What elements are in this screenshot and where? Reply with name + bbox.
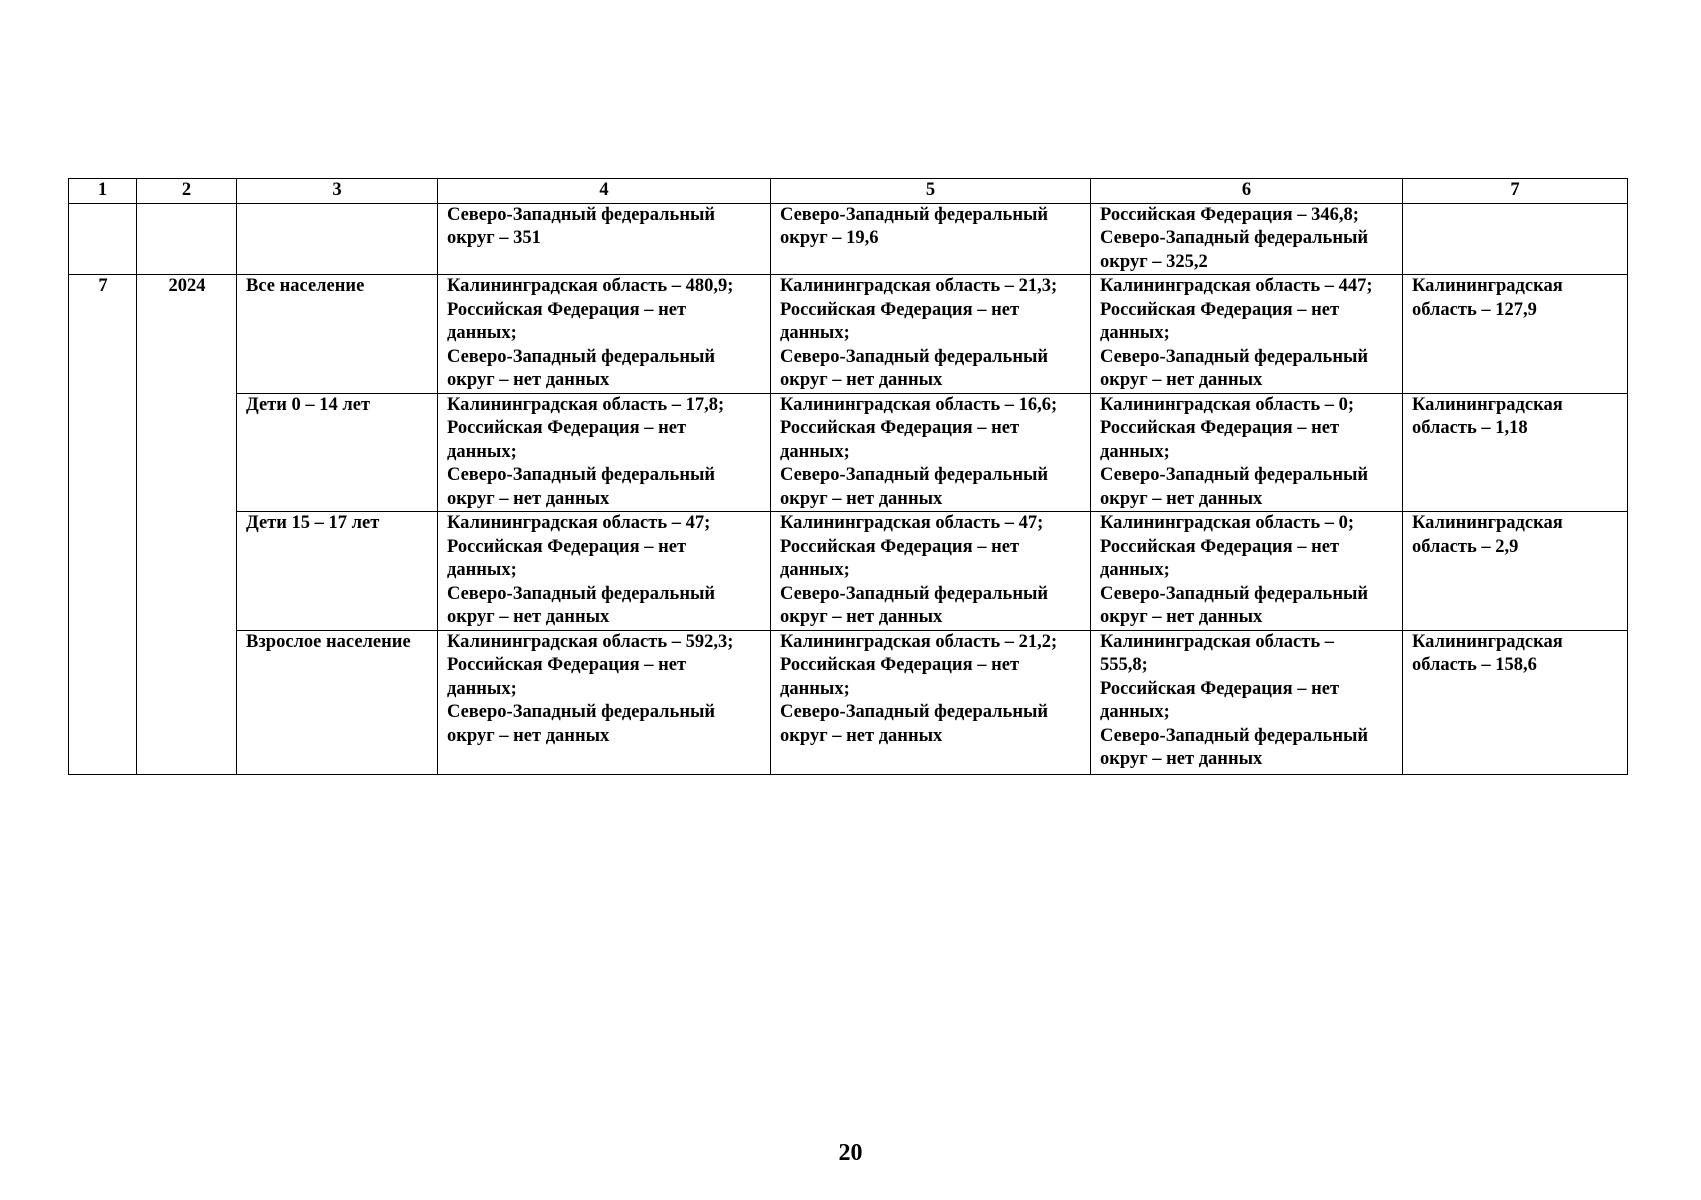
table-cell	[237, 203, 438, 275]
year-cell: 2024	[137, 275, 237, 775]
category-cell: Взрослое население	[237, 630, 438, 774]
table-cell: Калининградская область – 16,6; Российская Федерация – нет данных; Северо-Западный федеральный округ – нет данных	[771, 393, 1091, 512]
table-cell: Калининградская область – 21,3; Российская Федерация – нет данных; Северо-Западный федеральный округ – нет данных	[771, 275, 1091, 394]
column-header: 4	[438, 179, 771, 204]
category-cell: Дети 15 – 17 лет	[237, 512, 438, 631]
header-row	[69, 179, 1628, 204]
table-cell: Калининградская область – 2,9	[1403, 512, 1628, 631]
table-cell: Калининградская область – 0; Российская Федерация – нет данных; Северо-Западный федеральный округ – нет данных	[1091, 512, 1403, 631]
table-cell: Калининградская область – 158,6	[1403, 630, 1628, 774]
page-number: 20	[838, 1140, 863, 1166]
column-header: 5	[771, 179, 1091, 204]
category-cell: Дети 0 – 14 лет	[237, 393, 438, 512]
table-cell: Калининградская область – 555,8; Российская Федерация – нет данных; Северо-Западный федеральный округ – нет данных	[1091, 630, 1403, 774]
table-cell: Калининградская область – 47; Российская Федерация – нет данных; Северо-Западный федеральный округ – нет данных	[771, 512, 1091, 631]
table-cell: Калининградская область – 447; Российская Федерация – нет данных; Северо-Западный федеральный округ – нет данных	[1091, 275, 1403, 394]
column-header: 3	[237, 179, 438, 204]
column-header: 2	[137, 179, 237, 204]
table-row	[69, 203, 1628, 275]
table-cell	[1403, 203, 1628, 275]
table-cell: Калининградская область – 592,3; Российская Федерация – нет данных; Северо-Западный федеральный округ – нет данных	[438, 630, 771, 774]
table-cell	[137, 203, 237, 275]
data-table	[68, 178, 1628, 775]
row-number-cell: 7	[69, 275, 137, 775]
table-row	[69, 275, 1628, 394]
column-header: 1	[69, 179, 137, 204]
table-row	[69, 512, 1628, 631]
table-cell: Калининградская область – 21,2; Российская Федерация – нет данных; Северо-Западный федеральный округ – нет данных	[771, 630, 1091, 774]
table-row	[69, 630, 1628, 774]
table-cell: Калининградская область – 47; Российская Федерация – нет данных; Северо-Западный федеральный округ – нет данных	[438, 512, 771, 631]
category-cell: Все население	[237, 275, 438, 394]
column-header: 7	[1403, 179, 1628, 204]
table-cell: Северо-Западный федеральный округ – 19,6	[771, 203, 1091, 275]
table-cell: Калининградская область – 17,8; Российская Федерация – нет данных; Северо-Западный федеральный округ – нет данных	[438, 393, 771, 512]
table-cell: Северо-Западный федеральный округ – 351	[438, 203, 771, 275]
table-cell: Российская Федерация – 346,8; Северо-Западный федеральный округ – 325,2	[1091, 203, 1403, 275]
table-row	[69, 393, 1628, 512]
table-cell: Калининградская область – 1,18	[1403, 393, 1628, 512]
table-cell: Калининградская область – 480,9; Российская Федерация – нет данных; Северо-Западный федеральный округ – нет данных	[438, 275, 771, 394]
table-cell: Калининградская область – 0; Российская Федерация – нет данных; Северо-Западный федеральный округ – нет данных	[1091, 393, 1403, 512]
table-cell	[69, 203, 137, 275]
column-header: 6	[1091, 179, 1403, 204]
table-cell: Калининградская область – 127,9	[1403, 275, 1628, 394]
